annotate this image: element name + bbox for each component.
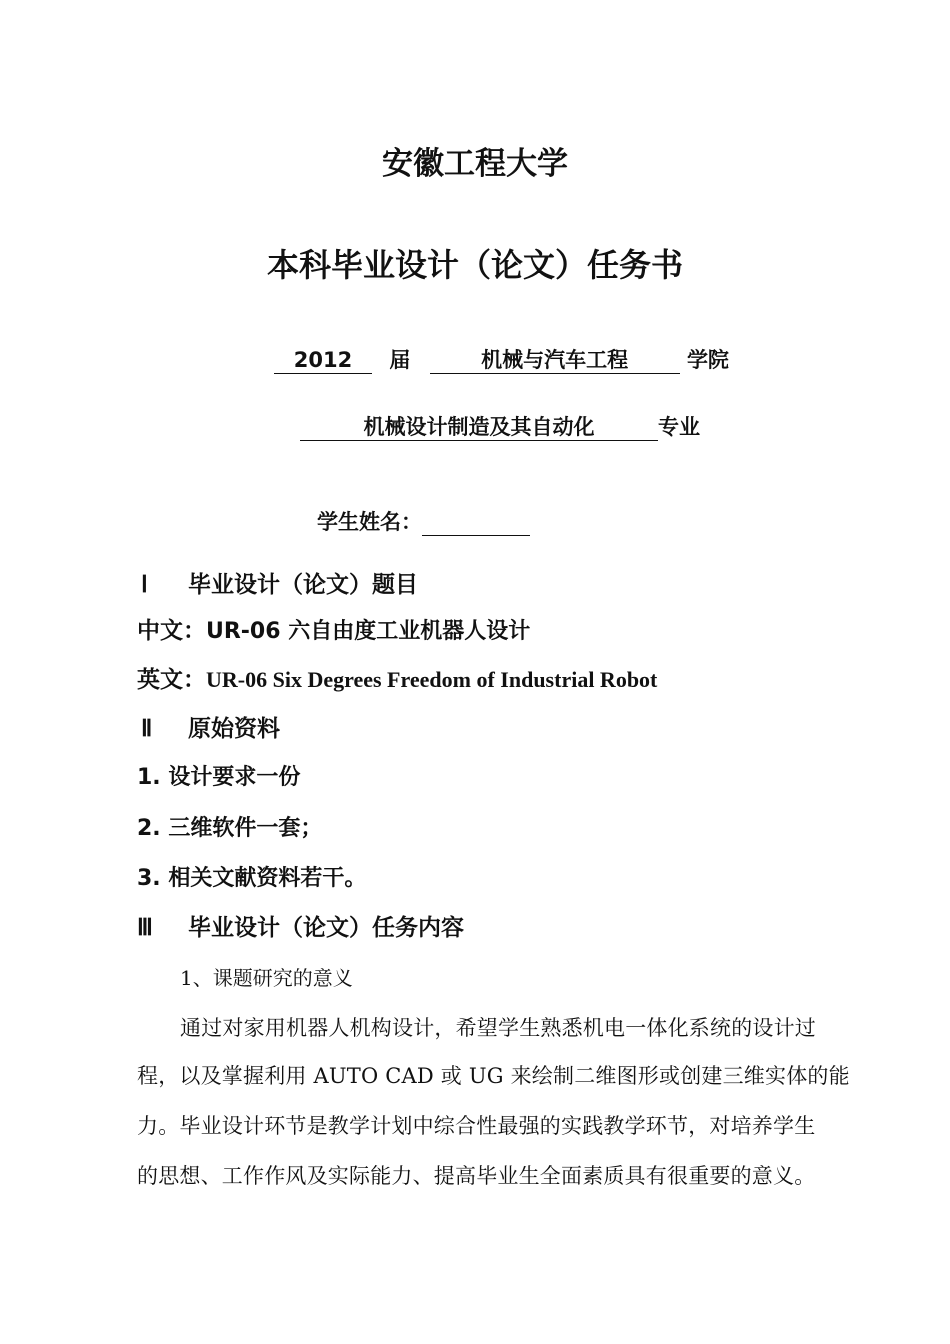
- university-name: 安徽工程大学: [382, 146, 568, 182]
- section-3-heading: [137, 909, 464, 942]
- paragraph-line-1: 通过对家用机器人机构设计，希望学生熟悉机电一体化系统的设计过: [180, 1016, 816, 1040]
- student-name-line: [317, 506, 530, 536]
- paragraph-line-4: 的思想、工作作风及实际能力、提高毕业生全面素质具有很重要的意义。: [137, 1164, 816, 1188]
- section-1-heading: [141, 566, 418, 599]
- college-suffix: 学院: [686, 348, 729, 372]
- english-title-label: 英文：: [137, 667, 206, 693]
- chinese-title-value: UR-06 六自由度工业机器人设计: [206, 619, 531, 644]
- section-1-numeral: Ⅰ: [141, 572, 148, 597]
- paragraph-line-2: 程，以及掌握利用 AUTO CAD 或 UG 来绘制二维图形或创建三维实体的能: [137, 1064, 850, 1088]
- section-2-numeral: Ⅱ: [141, 716, 153, 741]
- section-2-heading: [141, 710, 280, 743]
- section-2-title: 原始资料: [188, 716, 280, 742]
- year-college-line: [274, 344, 729, 374]
- document-title: 本科毕业设计（论文）任务书: [266, 246, 683, 284]
- english-title-line: [137, 661, 657, 694]
- material-item-2: 2. 三维软件一套；: [137, 816, 323, 841]
- student-name-label: 学生姓名：: [317, 510, 422, 534]
- chinese-title-line: [137, 612, 530, 645]
- material-item-3: 3. 相关文献资料若干。: [137, 866, 367, 891]
- material-item-1: 1. 设计要求一份: [137, 765, 301, 790]
- major-suffix: 专业: [658, 415, 700, 439]
- section-3-title: 毕业设计（论文）任务内容: [188, 915, 464, 941]
- college-field: 机械与汽车工程: [430, 347, 680, 374]
- section-3-subheading: 1、课题研究的意义: [180, 966, 353, 990]
- major-field: 机械设计制造及其自动化: [300, 414, 658, 441]
- paragraph-line-3: 力。毕业设计环节是教学计划中综合性最强的实践教学环节，对培养学生: [137, 1114, 816, 1138]
- chinese-title-label: 中文：: [137, 618, 206, 644]
- major-line: [300, 411, 700, 441]
- year-suffix: 届: [389, 348, 411, 372]
- english-title-value: UR-06 Six Degrees Freedom of Industrial Robot: [206, 667, 658, 692]
- section-1-title: 毕业设计（论文）题目: [188, 572, 418, 598]
- student-name-field: [422, 509, 530, 536]
- section-3-numeral: Ⅲ: [137, 915, 153, 940]
- year-field: 2012: [274, 347, 372, 374]
